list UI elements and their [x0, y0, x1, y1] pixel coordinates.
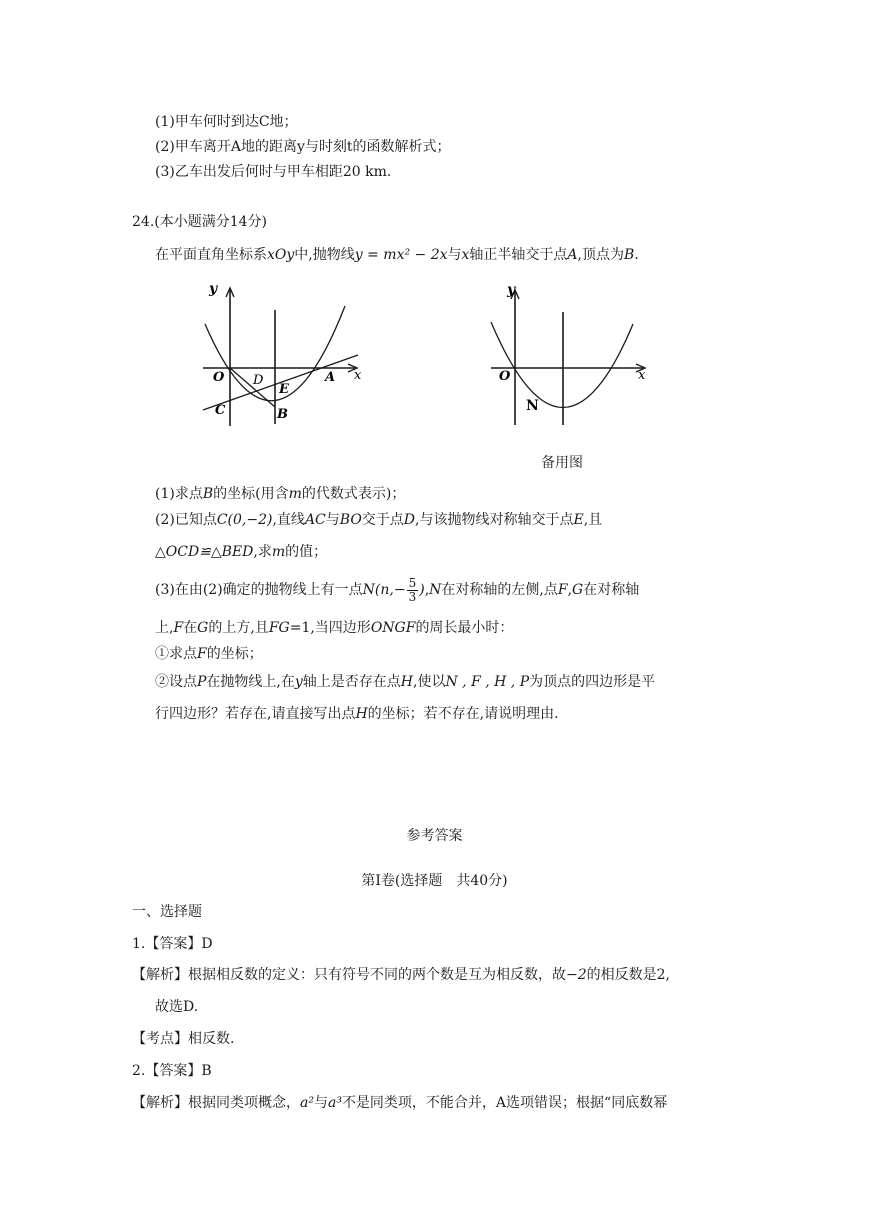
answer-2-analysis: 【解析】根据同类项概念，a²与a³不是同类项，不能合并，A选项错误；根据“同底数幂	[132, 1095, 668, 1111]
fig2-label-n: N	[526, 398, 539, 414]
q24-heading: 24.(本小题满分14分)	[132, 214, 268, 230]
answer-1-analysis-cont: 故选D.	[155, 999, 199, 1015]
answers-part-heading: 一、选择题	[132, 904, 202, 920]
q24-part3: (3)在由(2)确定的抛物线上有一点N(n,− $\frac{5}{3}$ ),N在对称轴的左侧,点F,G在对称轴	[155, 575, 640, 604]
fig2-label-y: y	[507, 282, 516, 298]
q24-stem: 在平面直角坐标系xOy中,抛物线y = mx² − 2x与x轴正半轴交于点A,顶点为B.	[155, 247, 639, 263]
parabola-equation: y = mx² − 2x	[354, 247, 448, 263]
q23-part2: (2)甲车离开A地的距离y与时刻t的函数解析式；	[155, 139, 451, 155]
q24-part3-cont: 上,F在G的上方,且FG=1,当四边形ONGF的周长最小时：	[155, 620, 514, 636]
fig1-label-x: x	[354, 368, 362, 383]
fig1-label-d: D	[253, 373, 264, 388]
figure-backup-caption: 备用图	[541, 455, 583, 471]
q23-part1: (1)甲车何时到达C地；	[155, 114, 298, 130]
answer-1-analysis: 【解析】根据相反数的定义：只有符号不同的两个数是互为相反数，故−2的相反数是2,	[132, 967, 670, 983]
fig1-label-o: O	[213, 370, 225, 385]
q23-part3: (3)乙车出发后何时与甲车相距20 km.	[155, 164, 392, 180]
fig1-label-e: E	[279, 382, 289, 397]
q24-sub1: ①求点F的坐标；	[155, 646, 263, 662]
q24-part2-cont: △OCD≌△BED,求m的值；	[155, 544, 328, 560]
q24-part2: (2)已知点C(0,−2),直线AC与BO交于点D,与该抛物线对称轴交于点E,且	[155, 512, 603, 528]
answers-title: 参考答案	[406, 828, 463, 844]
q24-sub2: ②设点P在抛物线上,在y轴上是否存在点H,使以N , F , H , P为顶点的四边形是平	[155, 674, 656, 690]
fig2-parabola	[491, 322, 633, 408]
fig1-label-b: B	[277, 407, 288, 422]
fig2-label-o: O	[499, 369, 511, 384]
figure-main	[195, 278, 370, 430]
answers-section: 第Ⅰ卷(选择题 共40分)	[361, 873, 508, 889]
fig2-label-x: x	[638, 368, 646, 383]
answer-2: 2.【答案】B	[132, 1063, 212, 1079]
answer-1: 1.【答案】D	[132, 936, 213, 952]
q24-sub2-cont: 行四边形？若存在,请直接写出点H的坐标；若不存在,请说明理由.	[155, 706, 559, 722]
fig1-label-y: y	[209, 281, 218, 297]
fig1-label-a: A	[325, 370, 336, 385]
figure-backup	[483, 280, 653, 430]
answer-1-point: 【考点】相反数.	[132, 1031, 235, 1047]
fraction-five-thirds: $\frac{5}{3}$	[408, 575, 417, 604]
fig1-label-c: C	[215, 403, 226, 418]
q24-part1: (1)求点B的坐标(用含m的代数式表示)；	[155, 486, 406, 502]
